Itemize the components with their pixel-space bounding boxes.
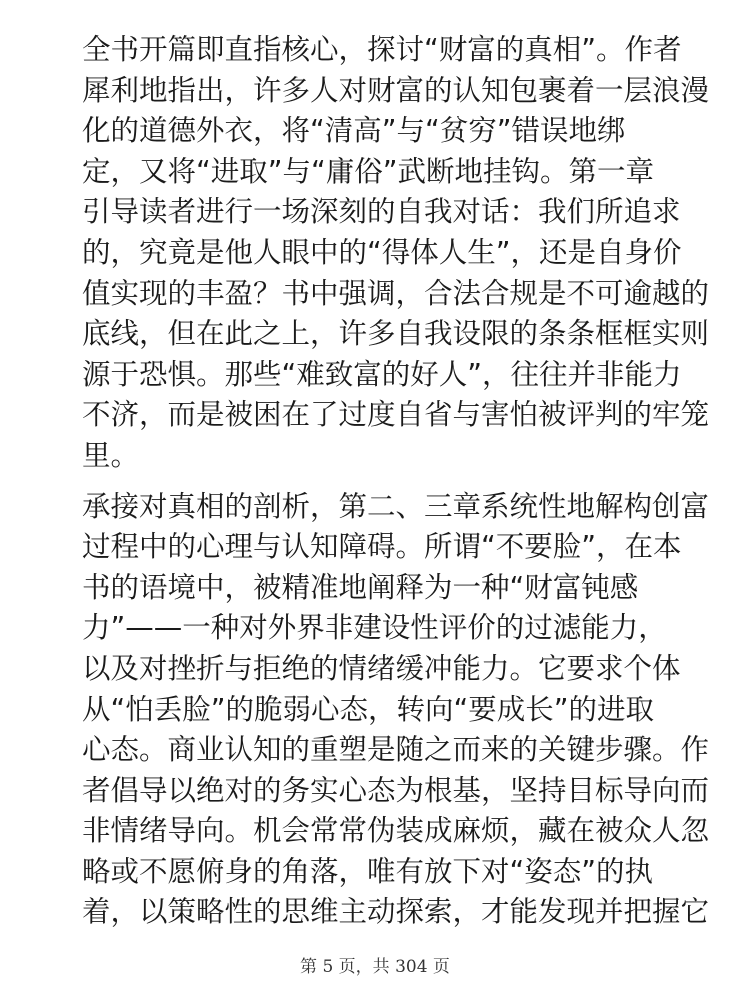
text-line: 犀利地指出，许多人对财富的认知包裹着一层浪漫 (82, 73, 710, 107)
text-line: 从“怕丢脸”的脆弱心态，转向“要成长”的进取 (82, 692, 655, 726)
text-line: 底线，但在此之上，许多自我设限的条条框框实则 (82, 317, 710, 351)
text-line: 过程中的心理与认知障碍。所谓“不要脸”，在本 (82, 530, 682, 564)
text-line: 全书开篇即直指核心，探讨“财富的真相”。作者 (82, 33, 682, 66)
text-line: 心态。商业认知的重塑是随之而来的关键步骤。作 (82, 733, 710, 767)
text-line: 非情绪导向。机会常常伪装成麻烦，藏在被众人忽 (82, 814, 710, 848)
text-line: 力”——一种对外界非建设性评价的过滤能力， (82, 611, 667, 645)
text-line: 化的道德外衣，将“清高”与“贫穷”错误地绑 (82, 114, 626, 148)
text-line: 者倡导以绝对的务实心态为根基，坚持目标导向而 (82, 773, 710, 807)
text-line: 里。 (82, 438, 140, 472)
paragraph (82, 30, 710, 477)
text-line: 着，以策略性的思维主动探索，才能发现并把握它 (82, 895, 710, 929)
text-line: 引导读者进行一场深刻的自我对话：我们所追求 (82, 195, 681, 229)
text-line: 的，究竟是他人眼中的“得体人生”，还是自身价 (82, 235, 682, 269)
text-line: 略或不愿俯身的角落，唯有放下对“姿态”的执 (82, 854, 654, 888)
text-line: 源于恐惧。那些“难致富的好人”，往往并非能力 (82, 357, 682, 391)
paragraph (82, 487, 710, 934)
page-body (82, 30, 710, 943)
text-line: 以及对挫折与拒绝的情绪缓冲能力。它要求个体 (82, 651, 681, 685)
text-line: 定，又将“进取”与“庸俗”武断地挂钩。第一章 (82, 154, 655, 188)
text-line: 承接对真相的剖析，第二、三章系统性地解构创富 (82, 489, 710, 523)
page-number-footer: 第 5 页，共 304 页 (300, 957, 450, 977)
text-line: 不济，而是被困在了过度自省与害怕被评判的牢笼 (82, 398, 710, 432)
text-line: 书的语境中，被精准地阐释为一种“财富钝感 (82, 570, 639, 604)
text-line: 值实现的丰盈？书中强调，合法合规是不可逾越的 (82, 276, 710, 310)
